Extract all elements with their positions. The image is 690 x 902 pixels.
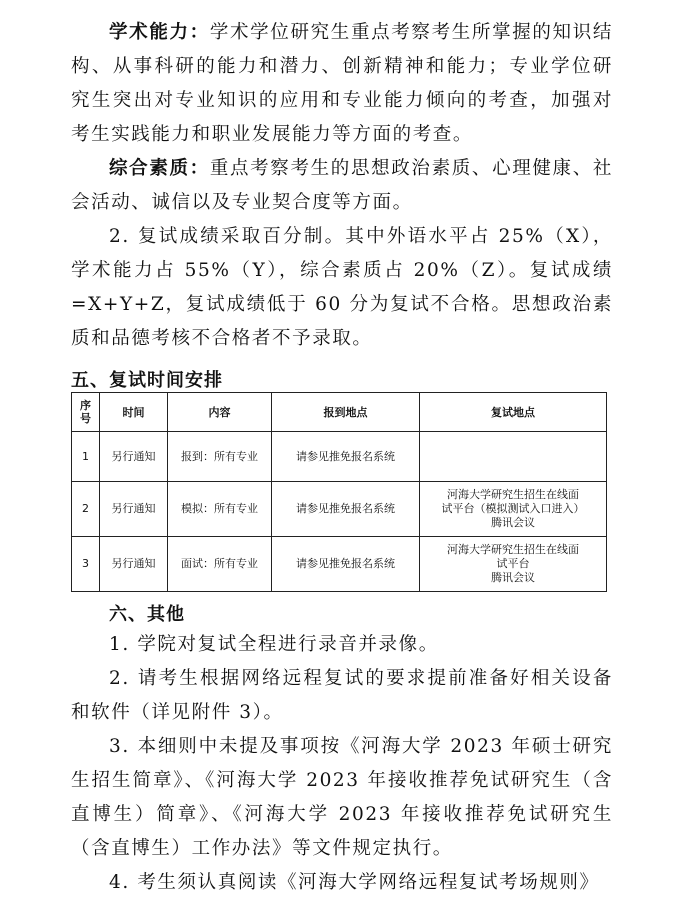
cell-no: 2 (72, 482, 100, 537)
cell-no: 3 (72, 537, 100, 592)
exam-location-line: 试平台 (496, 557, 530, 570)
cell-report-location: 请参见推免报名系统 (272, 482, 420, 537)
academic-ability-paragraph (71, 16, 613, 152)
exam-location-line: 试平台（模拟测试入口进入） (441, 502, 585, 515)
score-rule-paragraph: 2. 复试成绩采取百分制。其中外语水平占 25%（X），学术能力占 55%（Y），综合素质占 20%（Z）。复试成绩=X+Y+Z，复试成绩低于 60 分为复试不合格。思想政治素质和品德考核不合格者不予录取。 (71, 226, 613, 349)
other-item-3: 3. 本细则中未提及事项按《河海大学 2023 年硕士研究生招生简章》、《河海大学 2023 年接收推荐免试研究生（含直博生）简章》、《河海大学 2023 年接收推荐免试研究生（含直博生）工作办法》等文件规定执行。 (71, 736, 613, 859)
other-item-1: 1. 学院对复试全程进行录音并录像。 (109, 634, 439, 655)
cell-content: 面试：所有专业 (168, 537, 272, 592)
exam-location-line: 腾讯会议 (491, 571, 535, 584)
cell-report-location: 请参见推免报名系统 (272, 432, 420, 482)
cell-no: 1 (72, 432, 100, 482)
header-no: 序号 (72, 393, 100, 432)
cell-time: 另行通知 (100, 482, 168, 537)
cell-time: 另行通知 (100, 432, 168, 482)
cell-report-location: 请参见推免报名系统 (272, 537, 420, 592)
exam-location-line: 河海大学研究生招生在线面 (447, 488, 579, 501)
table-row (72, 482, 607, 537)
table-header-row (72, 393, 607, 432)
section-six-heading: 六、其他 (109, 604, 185, 625)
comprehensive-quality-text: 重点考察考生的思想政治素质、心理健康、社会活动、诚信以及专业契合度等方面。 (71, 158, 613, 213)
comprehensive-quality-paragraph (71, 152, 613, 220)
academic-ability-label: 学术能力： (109, 22, 210, 43)
cell-content: 模拟：所有专业 (168, 482, 272, 537)
cell-exam-location (420, 432, 607, 482)
exam-location-line: 腾讯会议 (491, 516, 535, 529)
header-exam-location: 复试地点 (420, 393, 607, 432)
table-row (72, 537, 607, 592)
comprehensive-quality-label: 综合素质： (109, 158, 210, 179)
header-time: 时间 (100, 393, 168, 432)
header-content: 内容 (168, 393, 272, 432)
other-item-4: 4. 考生须认真阅读《河海大学网络远程复试考场规则》 (109, 872, 600, 893)
section-five-heading: 五、复试时间安排 (71, 370, 223, 391)
academic-ability-text: 学术学位研究生重点考察考生所掌握的知识结构、从事科研的能力和潜力、创新精神和能力；专业学位研究生突出对专业知识的应用和专业能力倾向的考查，加强对考生实践能力和职业发展能力等方面的考查。 (71, 22, 613, 145)
exam-location-line: 河海大学研究生招生在线面 (447, 543, 579, 556)
schedule-table (71, 392, 607, 592)
cell-exam-location (420, 482, 607, 537)
other-item-2: 2. 请考生根据网络远程复试的要求提前准备好相关设备和软件（详见附件 3）。 (71, 668, 613, 723)
header-report-location: 报到地点 (272, 393, 420, 432)
cell-exam-location (420, 537, 607, 592)
cell-content: 报到：所有专业 (168, 432, 272, 482)
table-row (72, 432, 607, 482)
cell-time: 另行通知 (100, 537, 168, 592)
